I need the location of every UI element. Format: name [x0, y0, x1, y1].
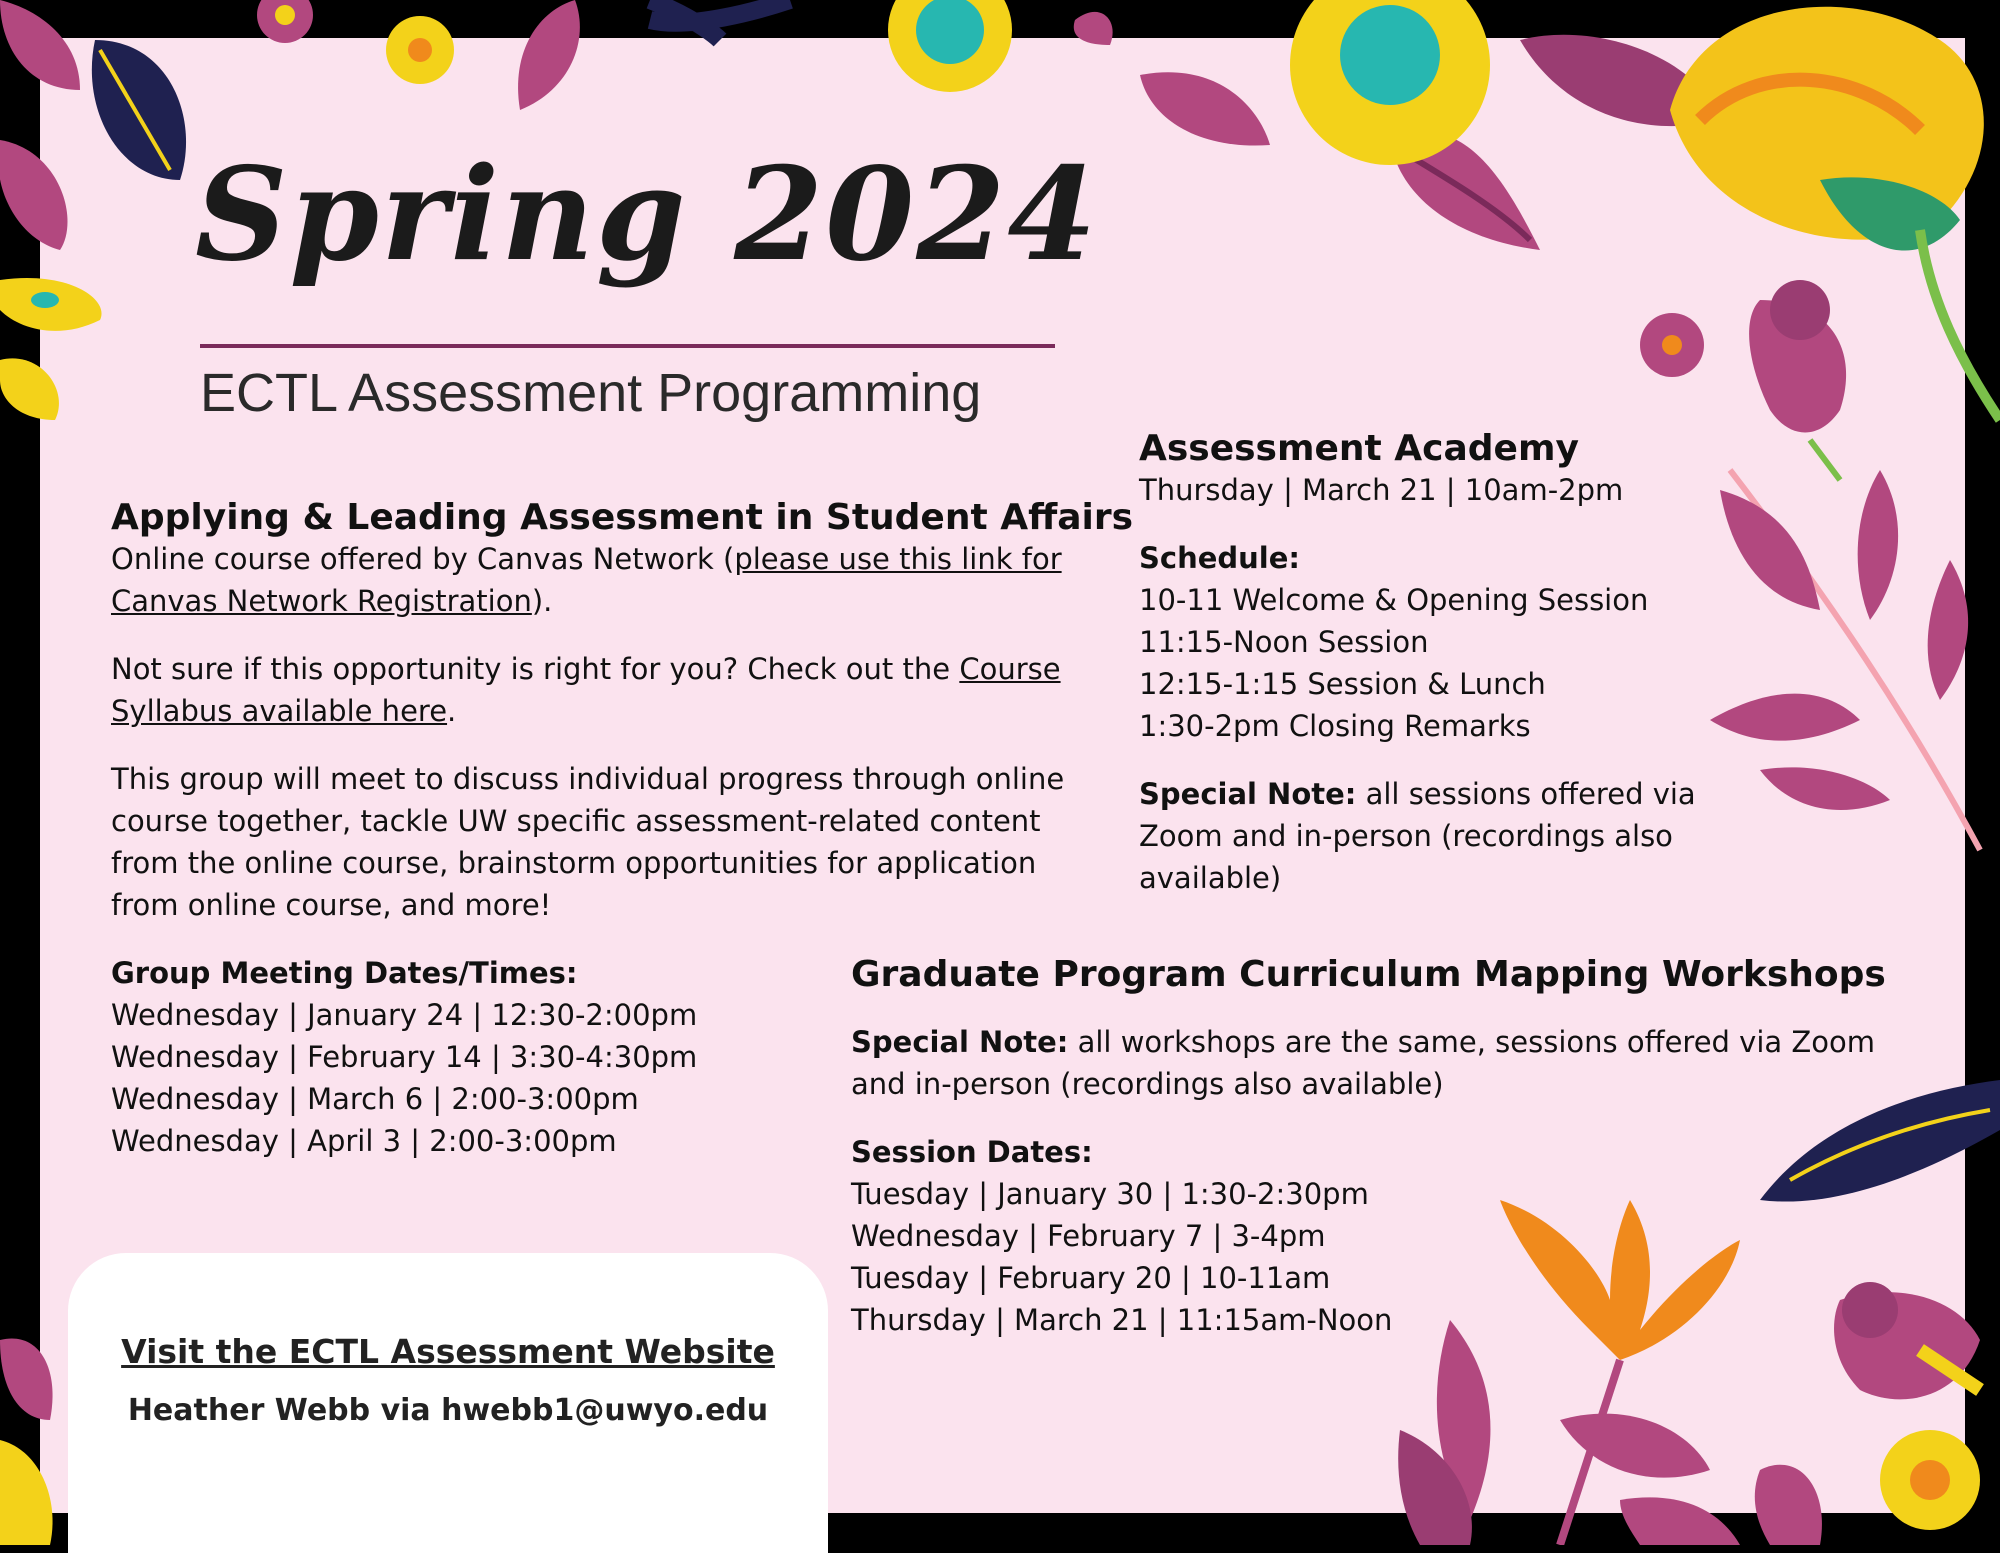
special-note — [851, 1021, 1891, 1105]
note-text: all sessions offered via Zoom and in-person (recordings also available) — [1139, 777, 1696, 895]
section-heading: Graduate Program Curriculum Mapping Workshops — [851, 954, 1886, 995]
flower-icon — [1640, 313, 1704, 377]
schedule-item: 10-11 Welcome & Opening Session — [1139, 583, 1649, 617]
stem-icon — [1920, 230, 2000, 420]
schedule-item: 11:15-Noon Session — [1139, 625, 1429, 659]
dates-label: Group Meeting Dates/Times: — [111, 956, 578, 990]
leaf-icon — [0, 1440, 53, 1545]
course-syllabus-link[interactable]: Course Syllabus available here — [111, 652, 1061, 728]
meeting-date: Wednesday | January 24 | 12:30-2:00pm — [111, 998, 698, 1032]
special-note — [1139, 773, 1779, 899]
flower-icon — [1670, 7, 1984, 251]
leaf-icon — [0, 278, 102, 331]
leaf-icon — [0, 140, 68, 250]
leaf-icon — [1140, 72, 1270, 145]
schedule-label: Schedule: — [1139, 541, 1301, 575]
group-description: This group will meet to discuss individual progress through online course together, tackle UW specific assessment-related content from the online course, brainstorm opportunities for application from online course, and more! — [111, 762, 1065, 922]
meeting-date: Wednesday | April 3 | 2:00-3:00pm — [111, 1124, 617, 1158]
section-heading: Applying & Leading Assessment in Student Affairs — [111, 497, 1134, 538]
schedule-item: 12:15-1:15 Session & Lunch — [1139, 667, 1546, 701]
note-label: Special Note: — [1139, 777, 1357, 811]
meeting-date: Wednesday | February 14 | 3:30-4:30pm — [111, 1040, 698, 1074]
intro-suffix: ). — [531, 584, 553, 618]
course-intro — [111, 538, 1101, 622]
curriculum-workshops-section — [851, 954, 1891, 1341]
page-subtitle: ECTL Assessment Programming — [200, 363, 982, 423]
meeting-date: Wednesday | March 6 | 2:00-3:00pm — [111, 1082, 639, 1116]
intro-text: Online course offered by Canvas Network ( — [111, 542, 735, 576]
syllabus-text: Not sure if this opportunity is right for you? Check out the — [111, 652, 960, 686]
flower-icon — [1290, 0, 1490, 165]
dates-label: Session Dates: — [851, 1135, 1093, 1169]
section-heading: Assessment Academy — [1139, 428, 1579, 469]
canvas-registration-link[interactable]: please use this link for Canvas Network Registration — [111, 542, 1062, 618]
assessment-academy-section — [1139, 428, 1779, 899]
page-title: Spring 2024 — [195, 140, 1099, 290]
session-date: Wednesday | February 7 | 3-4pm — [851, 1219, 1326, 1253]
leaf-icon — [0, 358, 59, 420]
flower-icon — [257, 0, 313, 43]
leaf-icon — [0, 1338, 53, 1420]
leaf-icon — [92, 40, 186, 180]
session-date: Thursday | March 21 | 11:15am-Noon — [851, 1303, 1393, 1337]
contact-info: Heather Webb via hwebb1@uwyo.edu — [127, 1393, 769, 1428]
leaf-icon — [1074, 12, 1113, 45]
note-text: all workshops are the same, sessions offered via Zoom and in-person (recordings also available) — [851, 1025, 1875, 1101]
note-label: Special Note: — [851, 1025, 1069, 1059]
syllabus-suffix: . — [447, 694, 457, 728]
leaf-icon — [650, 0, 790, 40]
session-date: Tuesday | January 30 | 1:30-2:30pm — [851, 1177, 1369, 1211]
flower-icon — [888, 0, 1012, 92]
academy-date: Thursday | March 21 | 10am-2pm — [1139, 473, 1624, 507]
leaf-icon — [0, 0, 80, 90]
flower-icon — [386, 16, 454, 84]
leaf-icon — [518, 0, 580, 110]
leaf-icon — [1755, 1465, 1822, 1545]
syllabus-note — [111, 648, 1101, 732]
schedule-item: 1:30-2pm Closing Remarks — [1139, 709, 1531, 743]
session-date: Tuesday | February 20 | 10-11am — [851, 1261, 1331, 1295]
title-divider — [200, 344, 1055, 348]
assessment-website-link[interactable]: Visit the ECTL Assessment Website — [121, 1332, 775, 1371]
flower-icon — [1880, 1430, 1980, 1530]
